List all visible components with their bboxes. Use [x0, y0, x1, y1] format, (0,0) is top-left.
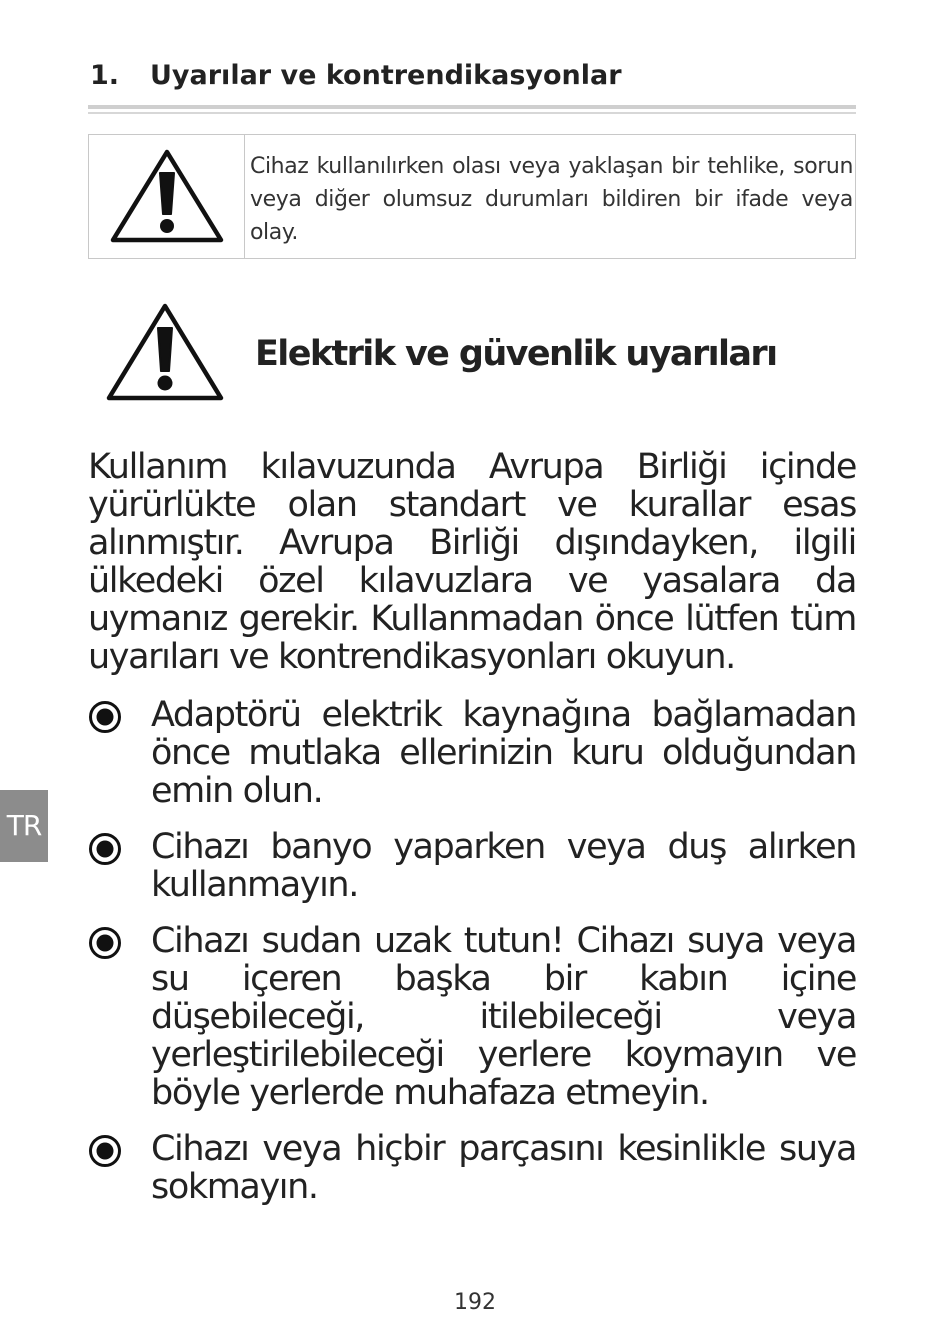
list-item-text: Cihazı banyo yaparken veya duş alırken kullanmayın. [151, 827, 856, 905]
section-title: Uyarılar ve kontrendikasyonlar [150, 60, 622, 91]
safety-section-title: Elektrik ve güvenlik uyarıları [255, 334, 777, 374]
warning-definition-text: Cihaz kullanılırken olası veya yaklaşan bir tehlike, sorun veya diğer olumsuz durumları bildiren bir ifade veya olay. [250, 154, 853, 245]
warning-icon-cell [89, 135, 245, 258]
circled-dot-bullet-icon [88, 700, 122, 734]
intro-paragraph: Kullanım kılavuzunda Avrupa Birliği içinde yürürlükte olan standart ve kurallar esas alınmıştır. Avrupa Birliği dışındayken, ilgili ülkedeki özel kılavuzlara ve yasalara da uymanız gerekir. Kullanmadan önce lütfen tüm uyarıları ve kontrendikasyonları okuyun. [88, 447, 856, 677]
warning-definition-box [88, 134, 856, 259]
list-item [88, 696, 856, 810]
warning-triangle-icon [108, 148, 226, 246]
circled-dot-bullet-icon [88, 832, 122, 866]
language-side-tab: TR [0, 790, 48, 862]
list-item-text: Adaptörü elektrik kaynağına bağlamadan önce mutlaka ellerinizin kuru olduğundan emin olun. [151, 695, 856, 811]
circled-dot-bullet-icon [88, 1134, 122, 1168]
list-item-text: Cihazı veya hiçbir parçasını kesinlikle suya sokmayın. [151, 1129, 856, 1207]
warning-triangle-icon [104, 302, 226, 404]
list-item [88, 828, 856, 904]
circled-dot-bullet-icon [88, 926, 122, 960]
heading-rule-thick [88, 105, 856, 109]
heading-rule-thin [88, 112, 856, 114]
list-item-text: Cihazı sudan uzak tutun! Cihazı suya veya su içeren başka bir kabın içine düşebileceği, itilebileceği veya yerleştirilebileceği yerlere koymayın ve böyle yerlerde muhafaza etmeyin. [151, 921, 856, 1113]
list-item [88, 922, 856, 1112]
section-number: 1. [90, 60, 120, 91]
list-item [88, 1130, 856, 1206]
warnings-list [88, 696, 856, 1224]
page-number: 192 [454, 1290, 496, 1315]
section-heading [90, 56, 860, 96]
